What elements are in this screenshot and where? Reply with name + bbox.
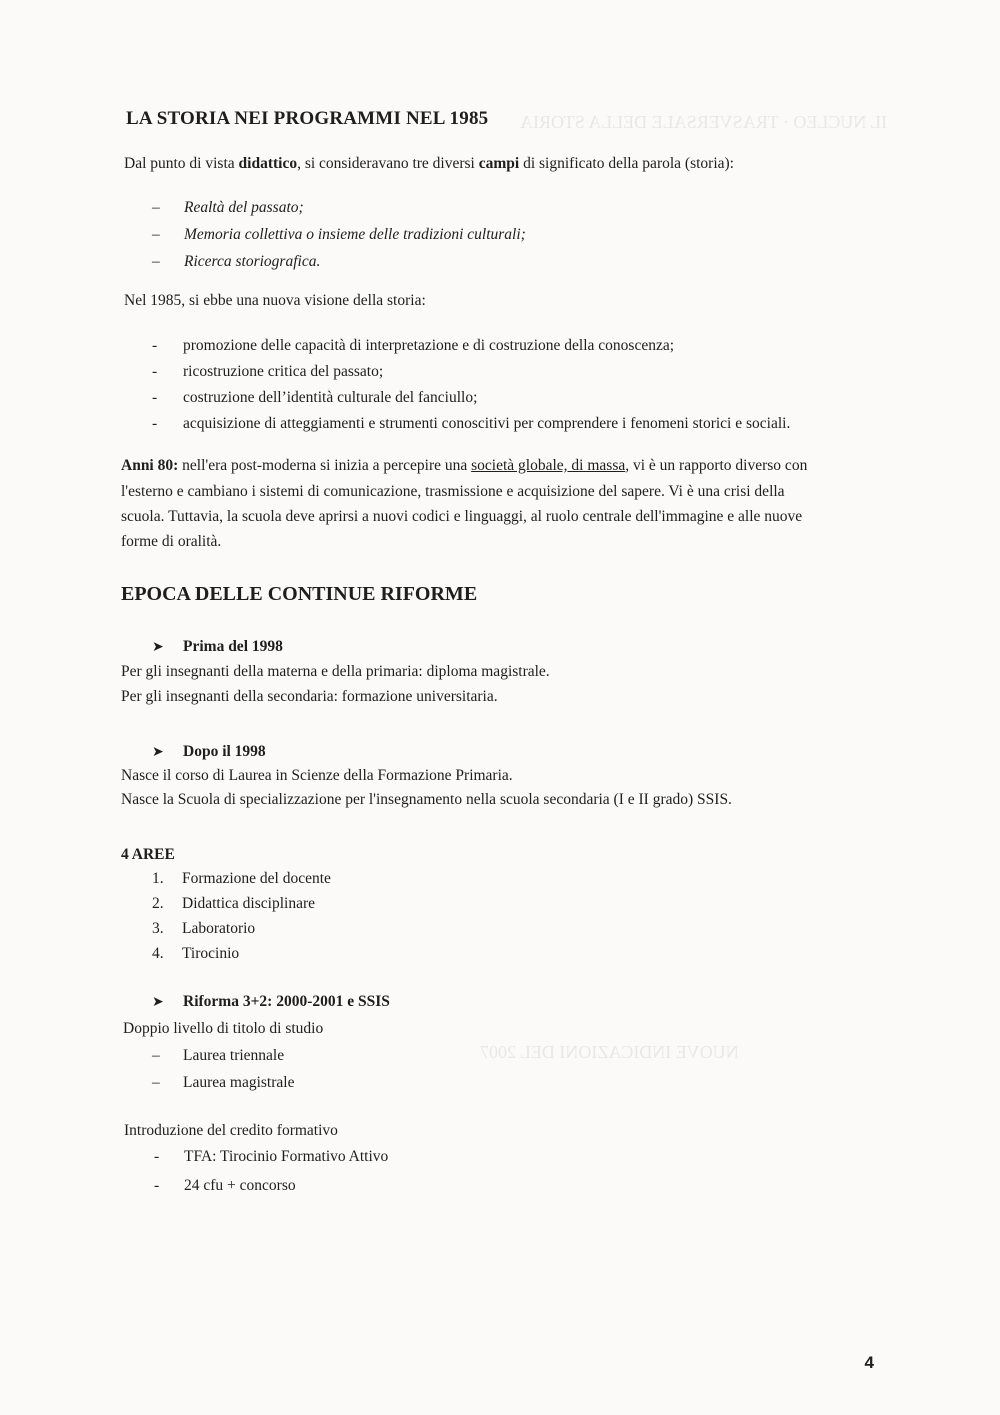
intro-paragraph bbox=[124, 155, 734, 173]
dash-bullet: – bbox=[152, 1047, 160, 1064]
dash-bullet: – bbox=[152, 253, 160, 270]
intro-text: , si consideravano tre diversi bbox=[297, 155, 479, 172]
dash-bullet: – bbox=[152, 1074, 160, 1091]
anni-80-text: , vi è un rapporto diverso con bbox=[625, 457, 808, 474]
arrow-bullet-icon: ➤ bbox=[152, 640, 164, 655]
bleed-through-text: NUOVE INDICAZIONI DEL 2007 bbox=[480, 1042, 739, 1062]
anni-80-label: Anni 80: bbox=[121, 457, 179, 474]
subheading-dopo-1998: Dopo il 1998 bbox=[183, 743, 266, 760]
dash-bullet: - bbox=[152, 363, 158, 380]
anni-80-text: nell'era post-moderna si inizia a percepire una bbox=[178, 457, 472, 474]
dash-bullet: – bbox=[152, 226, 160, 243]
credito-item: TFA: Tirocinio Formativo Attivo bbox=[184, 1148, 389, 1165]
vision-line: Nel 1985, si ebbe una nuova visione della storia: bbox=[124, 292, 426, 309]
riforma-item: Laurea magistrale bbox=[183, 1074, 295, 1091]
dash-bullet: - bbox=[154, 1148, 160, 1165]
section-title-storia-1985: LA STORIA NEI PROGRAMMI NEL 1985 bbox=[126, 108, 489, 129]
subheading-prima-1998: Prima del 1998 bbox=[183, 638, 283, 655]
riforma-item: Laurea triennale bbox=[183, 1047, 285, 1064]
point-item: costruzione dell’identità culturale del fanciullo; bbox=[183, 389, 478, 406]
anni-80-line: forme di oralità. bbox=[121, 533, 222, 550]
anni-80-line bbox=[121, 457, 807, 475]
field-item: Memoria collettiva o insieme delle tradizioni culturali; bbox=[184, 226, 526, 243]
intro-bold-didattico: didattico bbox=[238, 155, 298, 172]
page-number: 4 bbox=[864, 1353, 874, 1372]
anni-80-line: l'esterno e cambiano i sistemi di comunicazione, trasmissione e acquisizione del sapere. Vi è una crisi della bbox=[121, 483, 785, 500]
dopo-line: Nasce la Scuola di specializzazione per l'insegnamento nella scuola secondaria (I e II grado) SSIS. bbox=[121, 791, 732, 808]
point-item: ricostruzione critica del passato; bbox=[183, 363, 384, 380]
dopo-line: Nasce il corso di Laurea in Scienze della Formazione Primaria. bbox=[121, 767, 513, 784]
point-item: acquisizione di atteggiamenti e strumenti conoscitivi per comprendere i fenomeni storici e sociali. bbox=[183, 415, 791, 432]
aree-number: 4. bbox=[152, 945, 164, 962]
dash-bullet: - bbox=[152, 415, 158, 432]
point-item: promozione delle capacità di interpretazione e di costruzione della conoscenza; bbox=[183, 337, 675, 354]
intro-text: Dal punto di vista bbox=[124, 155, 239, 172]
aree-item: Tirocinio bbox=[182, 945, 240, 962]
dash-bullet: – bbox=[152, 199, 160, 216]
field-item: Ricerca storiografica. bbox=[184, 253, 321, 270]
aree-number: 1. bbox=[152, 870, 164, 887]
subheading-riforma-3-2: Riforma 3+2: 2000-2001 e SSIS bbox=[183, 993, 390, 1010]
credito-item: 24 cfu + concorso bbox=[184, 1177, 296, 1194]
aree-number: 2. bbox=[152, 895, 164, 912]
bleed-through-text: IL NUCLEO · TRASVERSALE DELLA STORIA bbox=[520, 112, 888, 132]
aree-item: Formazione del docente bbox=[182, 870, 331, 887]
aree-item: Didattica disciplinare bbox=[182, 895, 315, 912]
arrow-bullet-icon: ➤ bbox=[152, 745, 164, 760]
aree-number: 3. bbox=[152, 920, 164, 937]
intro-bold-campi: campi bbox=[478, 155, 520, 172]
anni-80-line: scuola. Tuttavia, la scuola deve aprirsi a nuovi codici e linguaggi, al ruolo centrale dell'immagine e alle nuove bbox=[121, 508, 803, 525]
aree-item: Laboratorio bbox=[182, 920, 256, 937]
section-title-riforme: EPOCA DELLE CONTINUE RIFORME bbox=[121, 583, 478, 605]
credito-intro: Introduzione del credito formativo bbox=[124, 1122, 338, 1139]
dash-bullet: - bbox=[152, 337, 158, 354]
anni-80-underlined: società globale, di massa bbox=[471, 457, 626, 474]
prima-line: Per gli insegnanti della materna e della primaria: diploma magistrale. bbox=[121, 663, 550, 680]
field-item: Realtà del passato; bbox=[184, 199, 304, 216]
arrow-bullet-icon: ➤ bbox=[152, 995, 164, 1010]
prima-line: Per gli insegnanti della secondaria: formazione universitaria. bbox=[121, 688, 498, 705]
subheading-4-aree: 4 AREE bbox=[121, 846, 175, 863]
riforma-intro: Doppio livello di titolo di studio bbox=[123, 1020, 324, 1037]
intro-text: di significato della parola (storia): bbox=[519, 155, 734, 172]
dash-bullet: - bbox=[152, 389, 158, 406]
dash-bullet: - bbox=[154, 1177, 160, 1194]
